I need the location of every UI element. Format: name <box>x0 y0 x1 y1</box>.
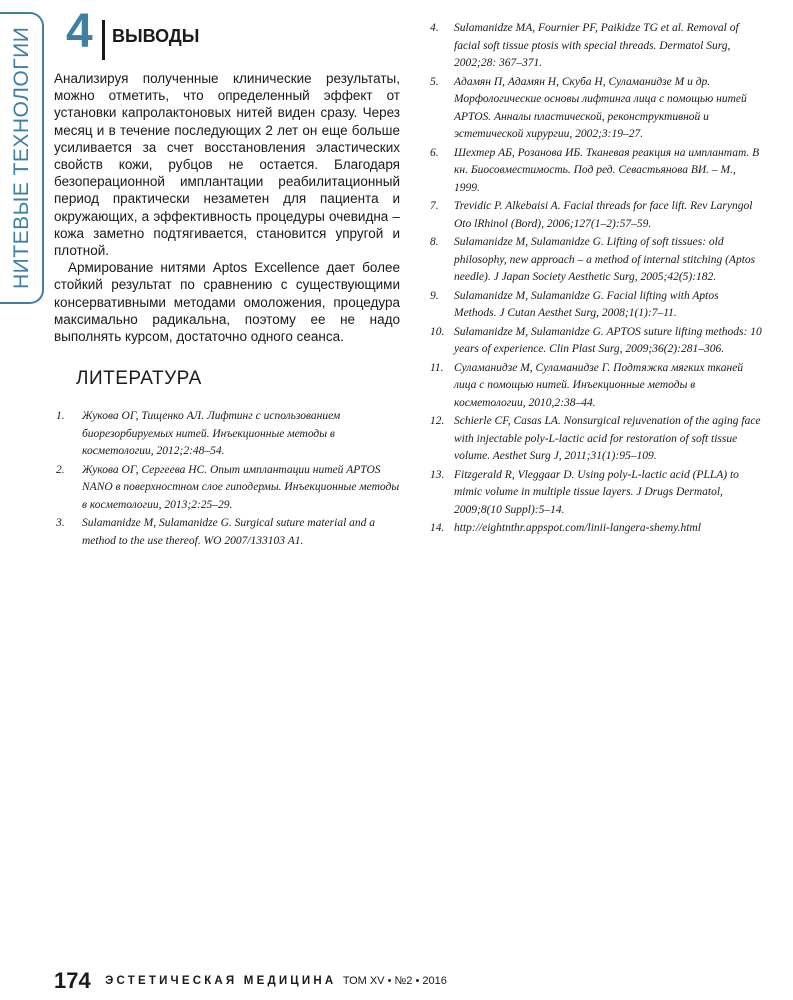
reference-text: Sulamanidze M, Sulamanidze G. Surgical suture material and a method to the use thereof. WO 2007/133103 A1. <box>82 517 376 547</box>
section-divider <box>102 20 105 60</box>
reference-text: Trevidic P. Alkebaisi A. Facial threads for face lift. Rev Laryngol Oto lRhinol (Bord), 2006;127(1–2):57–59. <box>454 200 753 230</box>
reference-number: 13. <box>430 468 445 481</box>
reference-text: Sulamanidze M, Sulamanidze G. Lifting of soft tissues: old philosophy, new approach – a method of internal stitching (Aptos needle). J Japan Society Aesthetic Surg, 2005;42(5):182. <box>454 236 756 283</box>
side-tab-label: НИТЕВЫЕ ТЕХНОЛОГИИ <box>10 26 33 290</box>
reference-item <box>428 20 762 73</box>
reference-item <box>428 467 762 520</box>
journal-title: ЭСТЕТИЧЕСКАЯ МЕДИЦИНА <box>105 975 337 987</box>
reference-text: Жукова ОГ, Сергеева НС. Опыт имплантации нитей APTOS NANO в поверхностном слое гиподермы. Инъекционные методы в косметологии, 2013;2:25–29. <box>82 463 400 511</box>
paragraph: Анализируя полученные клинические результаты, можно отметить, что определенный эффект от установки капролактоновых нитей виден сразу. Через месяц и в течение последующих 2 лет он еще больше усиливается за счет восстановления эластических свойств кожи, рубцов не остается. Благодаря безоперационной имплантации реабилитационный период практически незаметен для пациента и окружающих, а эффективность процедуры очевидна – кожа заметно подтягивается, становится упругой и плотной. <box>54 71 400 259</box>
reference-item <box>428 198 762 233</box>
reference-list-right <box>428 20 762 539</box>
reference-link[interactable]: http://eightnthr.appspot.com/linii-langera-shemy.html <box>454 522 701 534</box>
issue-info: ТОМ XV • №2 • 2016 <box>342 975 447 987</box>
reference-number: 14. <box>430 522 445 534</box>
section-title: ВЫВОДЫ <box>112 26 200 46</box>
reference-item <box>428 520 762 538</box>
page-number: 174 <box>54 968 91 993</box>
reference-item <box>428 324 762 359</box>
reference-number: 3. <box>56 517 65 529</box>
reference-number: 12. <box>430 415 445 427</box>
reference-item <box>428 413 762 466</box>
reference-text: Суламанидзе М, Суламанидзе Г. Подтяжка мягких тканей лица с помощью нитей. Инъекционные методы в косметологии, 2010,2:38–44. <box>454 361 744 409</box>
reference-item <box>428 145 762 198</box>
section-number: 4 <box>66 5 93 58</box>
reference-number: 2. <box>56 463 65 476</box>
reference-item <box>428 288 762 323</box>
reference-number: 8. <box>430 236 439 248</box>
reference-item <box>54 462 400 515</box>
side-tab <box>0 12 44 304</box>
reference-item <box>428 360 762 413</box>
reference-text: Fitzgerald R, Vleggaar D. Using poly-L-lactic acid (PLLA) to mimic volume in multiple tissue layers. J Drugs Dermatol, 2009;8(10 Suppl):5–14. <box>454 468 739 516</box>
reference-item <box>428 234 762 287</box>
reference-text: Адамян П, Адамян Н, Скуба Н, Суламанидзе М и др. Морфологические основы лифтинга лица с помощью нитей APTOS. Анналы пластической, реконструктивной и эстетической хирургии, 2002;3:19–27. <box>454 75 747 140</box>
reference-number: 1. <box>56 410 65 422</box>
page-footer <box>54 968 447 998</box>
reference-item <box>54 515 400 550</box>
reference-item <box>54 408 400 461</box>
literature-heading: ЛИТЕРАТУРА <box>76 368 202 389</box>
reference-number: 7. <box>430 200 439 212</box>
reference-text: Sulamanidze MA, Fournier PF, Paikidze TG et al. Removal of facial soft tissue ptosis with special threads. Dermatol Surg, 2002;28: 367–371. <box>454 22 739 69</box>
reference-text: Schierle CF, Casas LA. Nonsurgical rejuvenation of the aging face with injectable poly-L-lactic acid for restoration of soft tissue volume. Aesthet Surg J, 2011;31(1):95–109. <box>454 415 761 462</box>
reference-number: 9. <box>430 289 439 302</box>
reference-number: 10. <box>430 325 445 338</box>
reference-number: 4. <box>430 22 439 34</box>
reference-number: 11. <box>430 361 444 374</box>
conclusions-text <box>54 70 400 345</box>
reference-item <box>428 74 762 144</box>
reference-text: Шехтер АБ, Розанова ИБ. Тканевая реакция на имплантат. В кн. Биосовместимость. Под ред. Севастьянова ВИ. – М., 1999. <box>454 146 760 194</box>
reference-text: Sulamanidze M, Sulamanidze G. APTOS suture lifting methods: 10 years of experience. Clin Plast Surg, 2009;36(2):281–306. <box>454 325 762 355</box>
reference-text: Жукова ОГ, Тищенко АЛ. Лифтинг с использованием биорезорбируемых нитей. Инъекционные методы в косметологии, 2012;2:48–54. <box>82 410 341 457</box>
reference-number: 5. <box>430 75 439 88</box>
reference-list-left <box>54 408 400 551</box>
paragraph: Армирование нитями Aptos Excellence дает более стойкий результат по сравнению с существующими консервативными методами омоложения, процедура максимально радикальна, поэтому ее не надо выполнять курсом, достаточно одного сеанса. <box>54 260 400 345</box>
reference-text: Sulamanidze M, Sulamanidze G. Facial lifting with Aptos Methods. J Cutan Aesthet Surg, 2008;1(1):7–11. <box>454 289 719 319</box>
reference-number: 6. <box>430 146 439 159</box>
